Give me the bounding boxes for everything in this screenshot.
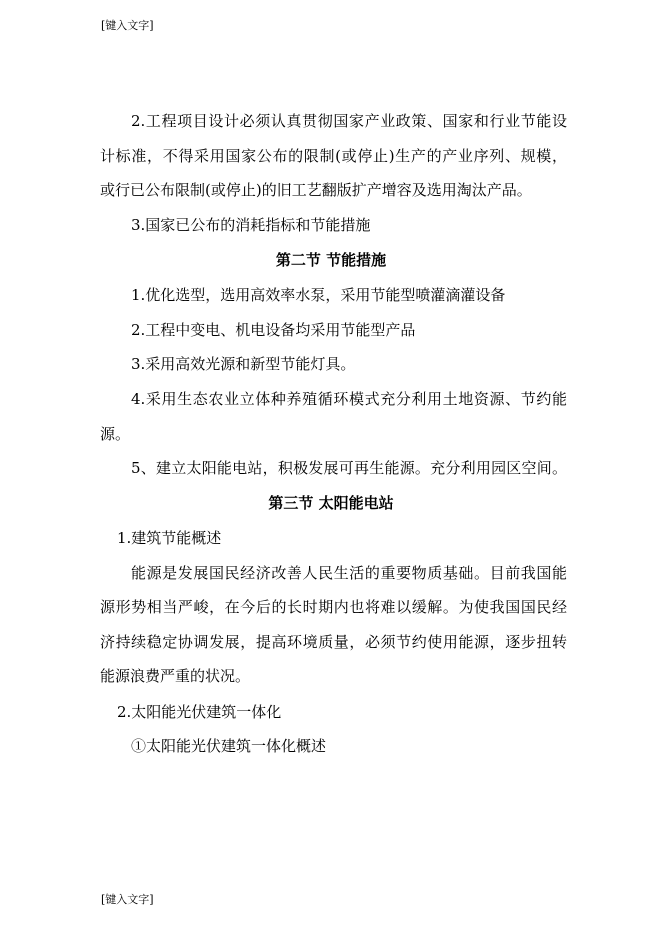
page-header: [键入文字] [101,19,154,32]
section-heading: 第三节 太阳能电站 [268,494,394,512]
paragraph-line: 计标准，不得采用国家公布的限制(或停止)生产的产业序列、规模， [100,147,567,165]
paragraph-line: 源形势相当严峻，在今后的长时期内也将难以缓解。为使我国国民经 [100,598,567,616]
page-footer: [键入文字] [101,893,154,906]
paragraph-line: 能源是发展国民经济改善人民生活的重要物质基础。目前我国能 [131,564,567,582]
subheading: ①太阳能光伏建筑一体化概述 [131,737,327,755]
paragraph-line: 3.国家已公布的消耗指标和节能措施 [131,216,371,234]
list-item-continuation: 源。 [100,425,131,443]
paragraph-line: 济持续稳定协调发展，提高环境质量，必须节约使用能源，逐步扭转 [100,633,567,651]
paragraph-line: 能源浪费严重的状况。 [100,667,251,685]
list-item: 3.采用高效光源和新型节能灯具。 [131,355,356,373]
paragraph-line: 或行已公布限制(或停止)的旧工艺翻版扩产增容及选用淘汰产品。 [100,181,532,199]
list-item: 2.工程中变电、机电设备均采用节能型产品 [131,321,416,339]
list-item: 5、建立太阳能电站，积极发展可再生能源。充分利用园区空间。 [131,459,567,477]
section-heading: 第二节 节能措施 [275,251,387,269]
subheading: 1.建筑节能概述 [117,529,222,547]
list-item: 1.优化选型，选用高效率水泵，采用节能型喷灌滴灌设备 [131,286,506,304]
subheading: 2.太阳能光伏建筑一体化 [117,703,282,721]
list-item: 4.采用生态农业立体种养殖循环模式充分利用土地资源、节约能 [131,390,567,408]
paragraph-line: 2.工程项目设计必须认真贯彻国家产业政策、国家和行业节能设 [131,112,567,130]
